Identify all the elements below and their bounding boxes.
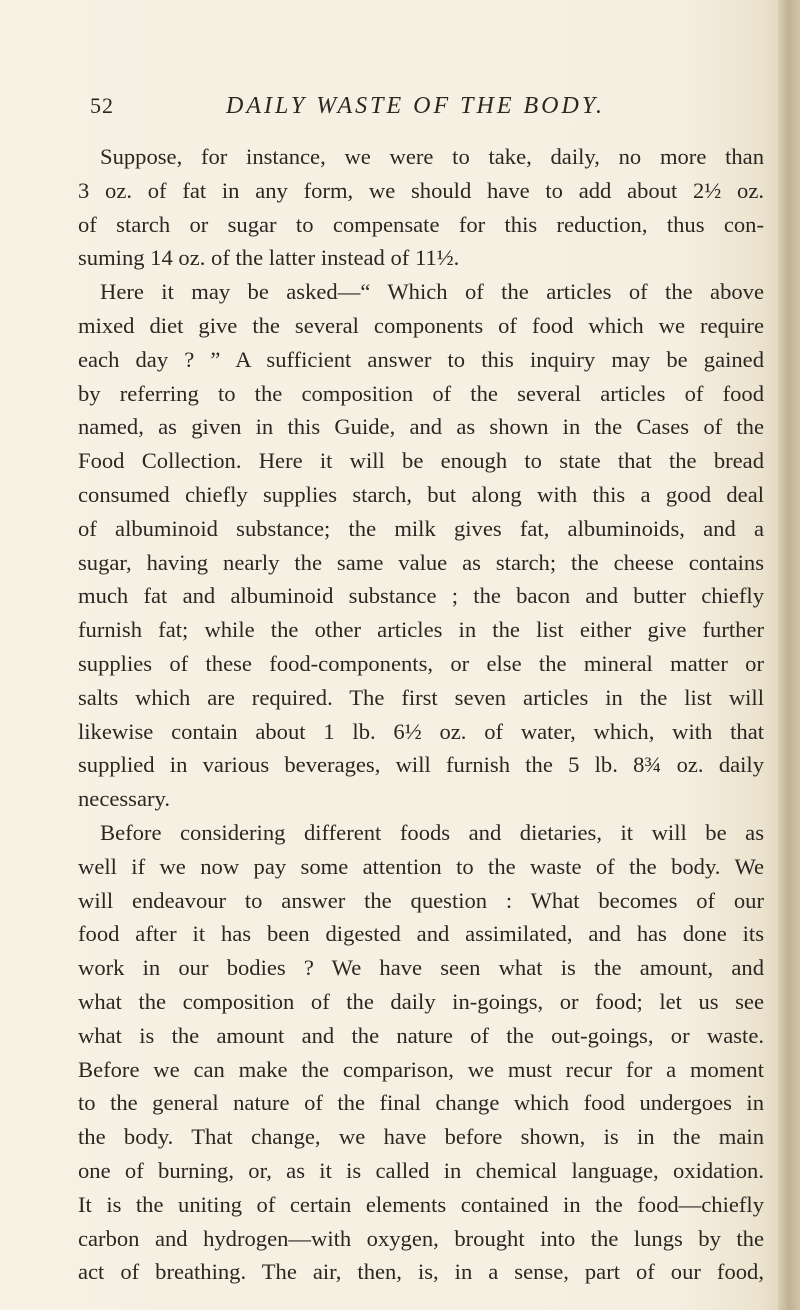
text-line: Before we can make the comparison, we must recur for a moment (78, 1056, 764, 1082)
text-line: likewise contain about 1 lb. 6½ oz. of water, which, with that (78, 718, 764, 744)
page-edge-shadow (778, 0, 800, 1310)
text-line: consumed chiefly supplies starch, but along with this a good deal (78, 481, 764, 507)
text-line: will endeavour to answer the question : What becomes of our (78, 887, 764, 913)
text-line: sugar, having nearly the same value as starch; the cheese contains (78, 549, 764, 575)
text-line: Before considering different foods and dietaries, it will be as (100, 819, 764, 845)
running-title: DAILY WASTE OF THE BODY. (226, 93, 605, 119)
text-line: supplies of these food-components, or else the mineral matter or (78, 650, 764, 676)
text-line: one of burning, or, as it is called in chemical language, oxidation. (78, 1157, 764, 1183)
text-line: each day ? ” A sufficient answer to this inquiry may be gained (78, 346, 764, 372)
text-line: food after it has been digested and assimilated, and has done its (78, 921, 764, 947)
text-line: suming 14 oz. of the latter instead of 11½. (78, 245, 460, 271)
text-line: what the composition of the daily in-goings, or food; let us see (78, 988, 764, 1014)
text-line: mixed diet give the several components of food which we require (78, 312, 764, 338)
text-line: Food Collection. Here it will be enough to state that the bread (78, 448, 764, 474)
text-line: furnish fat; while the other articles in the list either give further (78, 617, 764, 643)
text-line: necessary. (78, 786, 170, 812)
page-number: 52 (90, 93, 114, 118)
text-line: much fat and albuminoid substance ; the bacon and butter chiefly (78, 583, 764, 609)
text-line: well if we now pay some attention to the waste of the body. We (78, 853, 764, 879)
text-line: Suppose, for instance, we were to take, daily, no more than (100, 144, 764, 169)
text-line: salts which are required. The first seven articles in the list will (78, 684, 764, 710)
running-head (90, 86, 690, 126)
text-line: named, as given in this Guide, and as shown in the Cases of the (78, 414, 764, 440)
text-line: the body. That change, we have before shown, is in the main (78, 1124, 764, 1150)
text-line: act of breathing. The air, then, is, in a sense, part of our food, (78, 1259, 764, 1285)
text-line: to the general nature of the final change which food undergoes in (78, 1090, 764, 1116)
text-line: of albuminoid substance; the milk gives fat, albuminoids, and a (78, 515, 764, 541)
text-line: carbon and hydrogen—with oxygen, brought into the lungs by the (78, 1225, 764, 1251)
text-line: It is the uniting of certain elements contained in the food—chiefly (78, 1191, 764, 1217)
text-line: by referring to the composition of the several articles of food (78, 380, 764, 406)
text-line: Here it may be asked—“ Which of the articles of the above (100, 279, 764, 305)
text-line: work in our bodies ? We have seen what is the amount, and (78, 955, 764, 981)
body-text (78, 140, 764, 1289)
text-line: supplied in various beverages, will furnish the 5 lb. 8¾ oz. daily (78, 752, 764, 778)
text-line: 3 oz. of fat in any form, we should have to add about 2½ oz. (78, 177, 764, 203)
text-line: what is the amount and the nature of the out-goings, or waste. (78, 1022, 764, 1048)
text-line: of starch or sugar to compensate for this reduction, thus con- (78, 211, 764, 237)
